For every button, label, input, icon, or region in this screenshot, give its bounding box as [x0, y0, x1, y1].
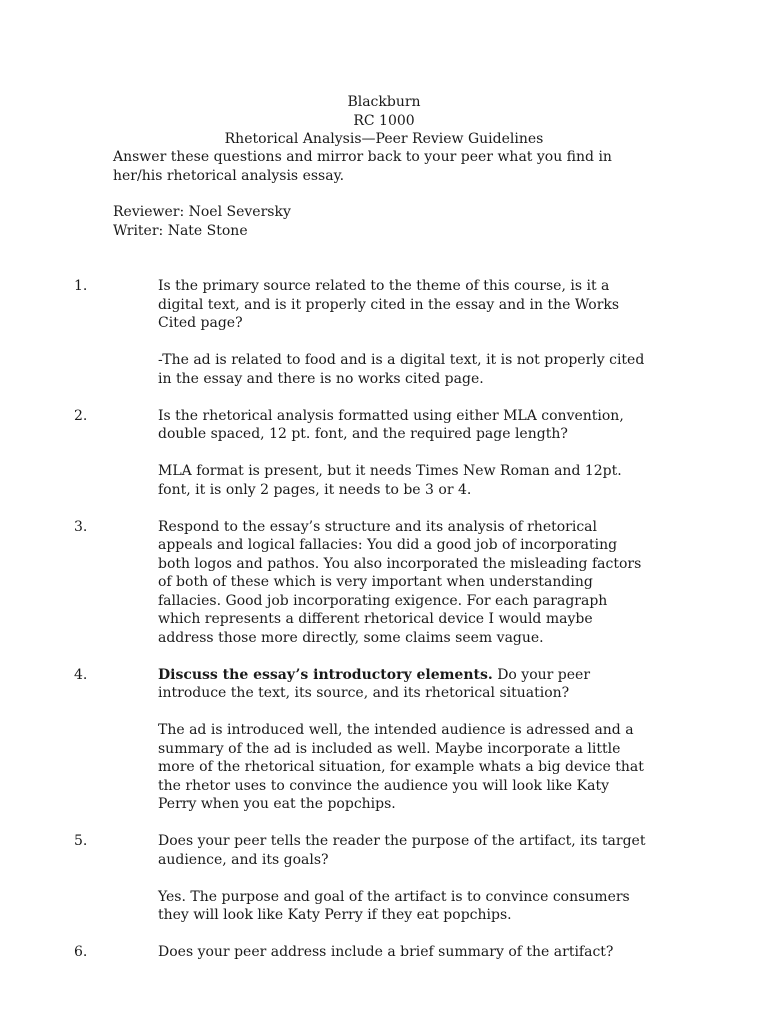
instructions-text: Answer these questions and mirror back to your peer what you find in her/his rhetorical analysis essay. — [113, 149, 612, 184]
question-item-3 — [0, 518, 768, 648]
question-number: 3. — [74, 518, 88, 535]
writer-name: Writer: Nate Stone — [113, 222, 248, 239]
document-header — [0, 93, 768, 149]
question-number: 4. — [74, 666, 88, 683]
question-number: 6. — [74, 944, 88, 960]
question-body: Is the primary source related to the theme of this course, is it a digital text, and is it properly cited in the essay and in the Works Cited page? — [158, 278, 620, 331]
document-title: Rhetorical Analysis—Peer Review Guidelines — [224, 131, 544, 147]
instructor-name: Blackburn — [347, 94, 421, 110]
question-text — [158, 277, 648, 333]
question-item-4 — [0, 666, 768, 814]
question-body: Does your peer address include a brief summary of the artifact? — [158, 944, 614, 960]
question-text — [158, 407, 648, 444]
answer-text: MLA format is present, but it needs Times New Roman and 12pt. font, it is only 2 pages, it needs to be 3 or 4. — [158, 463, 622, 498]
question-number: 5. — [74, 833, 88, 849]
question-number: 1. — [74, 278, 88, 294]
review-meta — [113, 203, 291, 240]
question-item-2 — [0, 407, 768, 500]
question-body: Does your peer tells the reader the purpose of the artifact, its target audience, and its goals? — [158, 833, 646, 868]
question-body: Do your peer introduce the text, its source, and its rhetorical situation? — [158, 666, 591, 701]
question-text — [158, 943, 648, 962]
course-code: RC 1000 — [353, 112, 415, 129]
question-item-5 — [0, 832, 768, 925]
question-text — [158, 666, 648, 703]
answer-text: The ad is introduced well, the intended audience is adressed and a summary of the ad is included as well. Maybe incorporate a little more of the rhetorical situation, for example whats a big device that the rhetor uses to convince the audience you will look like Katy Perry when you eat the popchips. — [158, 722, 644, 812]
answer-text: Yes. The purpose and goal of the artifact is to convince consumers they will look like Katy Perry if they eat popchips. — [158, 888, 630, 923]
reviewer-name: Reviewer: Noel Seversky — [113, 204, 291, 220]
question-body: Is the rhetorical analysis formatted using either MLA convention, double spaced, 12 pt. font, and the required page length? — [158, 407, 624, 442]
question-item-1 — [0, 277, 768, 388]
review-questions — [0, 277, 768, 962]
question-text — [158, 832, 648, 869]
answer-text: -The ad is related to food and is a digital text, it is not properly cited in the essay and there is no works cited page. — [158, 352, 645, 387]
question-number: 2. — [74, 407, 88, 424]
question-item-6 — [0, 943, 768, 962]
question-body: Respond to the essay’s structure and its analysis of rhetorical appeals and logical fallacies: You did a good job of incorporating both logos and pathos. You also incorporated the misleading factors of both of these which is very important when understanding fallacies. Good job incorporating exigence. For each paragraph which represents a different rhetorical device I would maybe address those more directly, some claims seem vague. — [158, 518, 642, 646]
question-text — [158, 518, 648, 648]
question-lead: Discuss the essay’s introductory elements. — [158, 666, 493, 683]
